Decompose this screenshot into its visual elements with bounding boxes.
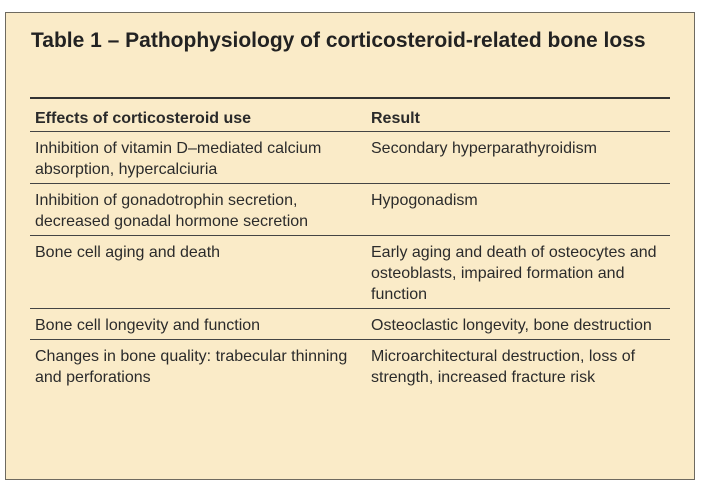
effect-cell: Bone cell longevity and function (35, 317, 261, 334)
effect-cell: Changes in bone quality: trabecular thinning and perforations (35, 348, 348, 386)
result-cell: Osteoclastic longevity, bone destruction (371, 317, 652, 334)
effect-cell: Inhibition of gonadotrophin secretion, decreased gonadal hormone secretion (35, 192, 309, 230)
result-cell: Microarchitectural destruction, loss of strength, increased fracture risk (371, 348, 636, 386)
effect-cell: Inhibition of vitamin D–mediated calcium absorption, hypercalciuria (35, 140, 322, 178)
result-cell: Early aging and death of osteocytes and osteoblasts, impaired formation and function (371, 244, 657, 303)
table-header-row (30, 98, 670, 132)
table-title: Table 1 – Pathophysiology of corticosteroid-related bone loss (31, 29, 646, 52)
table-row (30, 184, 670, 236)
pathophysiology-table (30, 97, 670, 391)
effect-cell: Bone cell aging and death (35, 244, 221, 261)
table-row (30, 340, 670, 392)
table-row (30, 236, 670, 309)
column-header-result: Result (371, 110, 420, 127)
table-row (30, 132, 670, 184)
result-cell: Hypogonadism (371, 192, 478, 209)
result-cell: Secondary hyperparathyroidism (371, 140, 597, 157)
column-header-effects: Effects of corticosteroid use (35, 110, 252, 127)
table-row (30, 309, 670, 340)
